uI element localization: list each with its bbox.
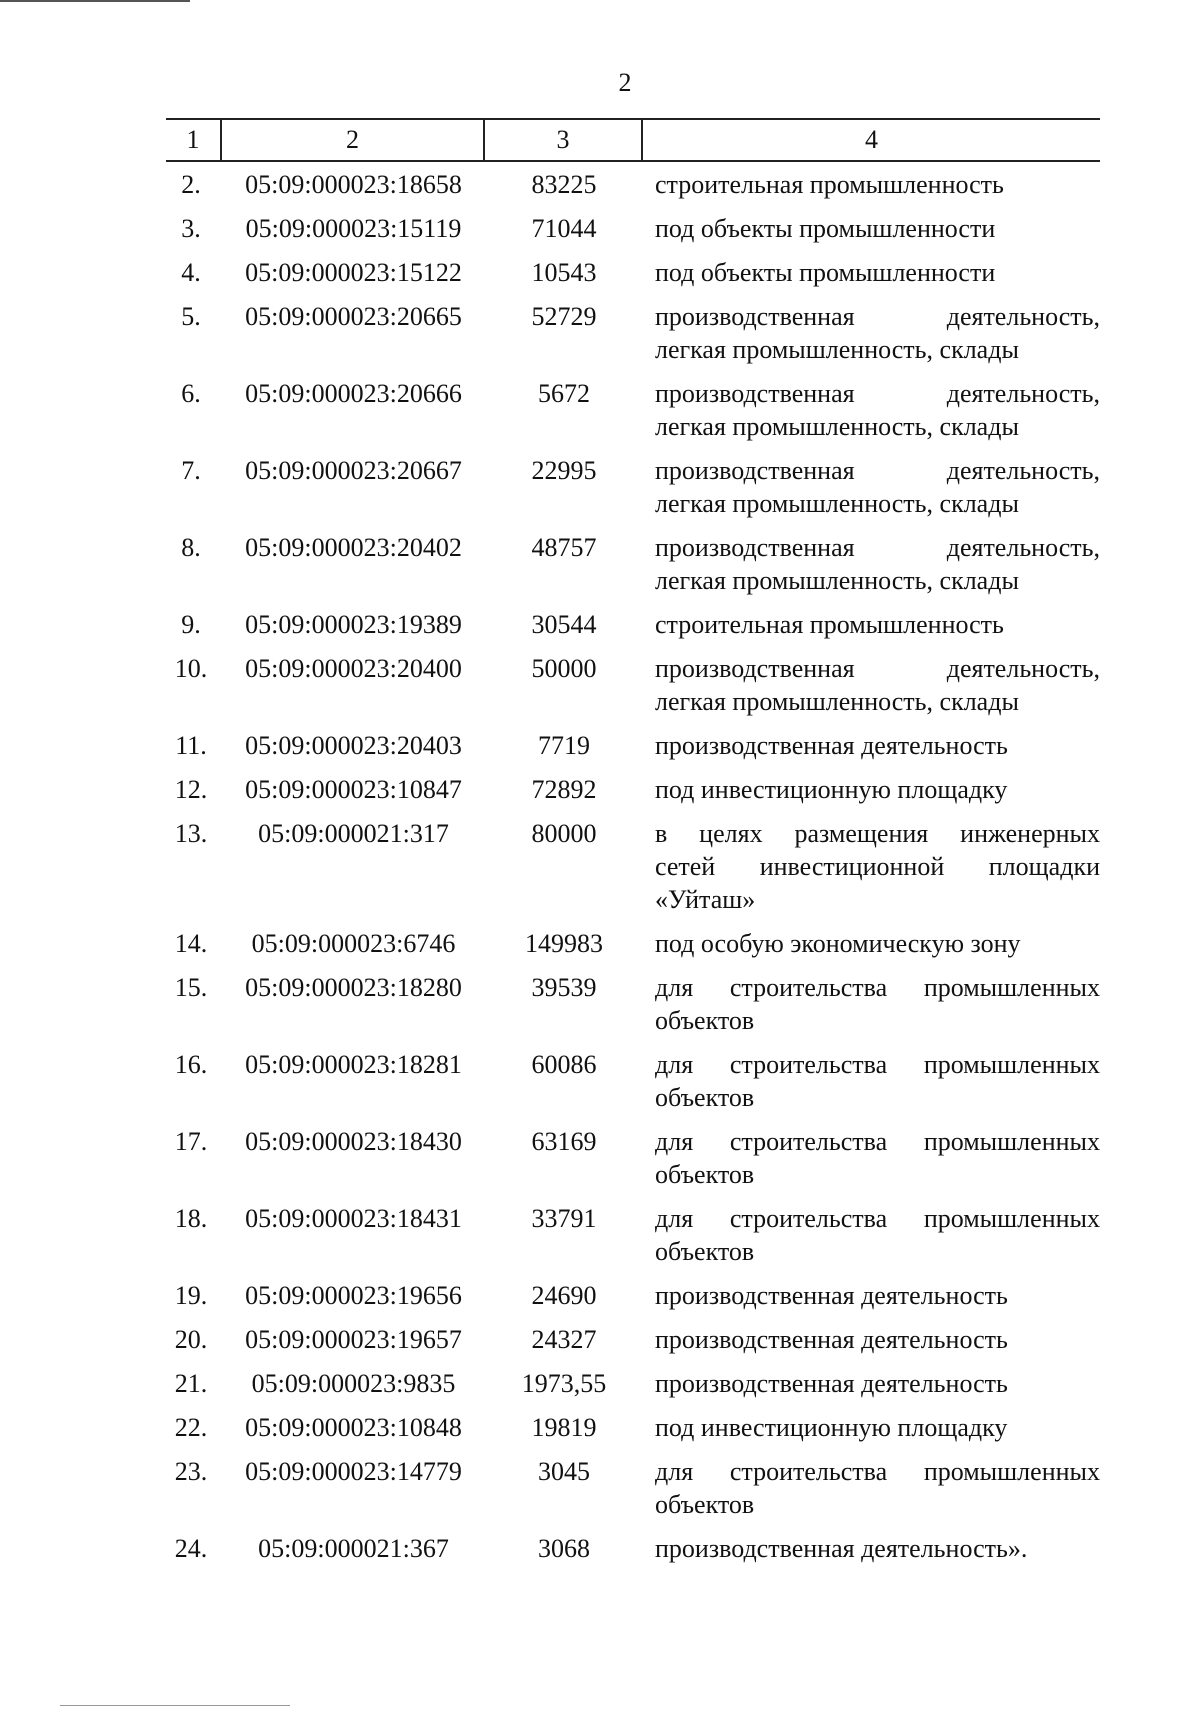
land-use (643, 1279, 1100, 1312)
area-value: 5672 (538, 379, 590, 408)
row-number: 3. (181, 214, 201, 243)
land-use-line: для строительства промышленных (655, 1050, 1100, 1079)
area-value: 1973,55 (521, 1369, 607, 1398)
area-value: 72892 (531, 775, 597, 804)
cadastral-number: 05:09:000023:18431 (245, 1204, 462, 1233)
row-number: 21. (174, 1369, 208, 1398)
table-row (166, 1411, 1100, 1444)
row-number: 15. (174, 973, 208, 1002)
area-value: 83225 (531, 170, 597, 199)
table-row (166, 927, 1100, 960)
row-number: 6. (181, 379, 201, 408)
area-value: 24327 (531, 1325, 597, 1354)
row-number: 11. (175, 731, 207, 760)
table-row (166, 729, 1100, 762)
row-number: 14. (174, 929, 208, 958)
land-use-line: под инвестиционную площадку (655, 1413, 1008, 1442)
cadastral-number: 05:09:000023:19657 (245, 1325, 462, 1354)
land-use-line: производственная деятельность (655, 1281, 1008, 1310)
row-number: 10. (174, 654, 208, 683)
cadastral-number: 05:09:000023:18430 (245, 1127, 462, 1156)
table-row (166, 1367, 1100, 1400)
row-number: 8. (181, 533, 201, 562)
table-row (166, 1048, 1100, 1114)
table-row (166, 168, 1100, 201)
cadastral-number: 05:09:000023:19389 (245, 610, 462, 639)
area-value: 3068 (538, 1534, 590, 1563)
land-use (643, 1367, 1100, 1400)
land-use (643, 971, 1100, 1037)
scan-edge-line (60, 1705, 290, 1706)
area-value: 22995 (531, 456, 597, 485)
land-use-line: объектов (655, 1083, 755, 1112)
land-use-line: легкая промышленность, склады (655, 335, 1019, 364)
cadastral-number: 05:09:000023:18281 (245, 1050, 462, 1079)
table-row (166, 1455, 1100, 1521)
table-row (166, 1323, 1100, 1356)
cadastral-number: 05:09:000023:20403 (245, 731, 462, 760)
row-number: 19. (174, 1281, 208, 1310)
cadastral-number: 05:09:000023:9835 (251, 1369, 456, 1398)
table-row (166, 817, 1100, 916)
row-number: 12. (174, 775, 208, 804)
land-use-line: производственная деятельность, (655, 533, 1100, 562)
table-row (166, 608, 1100, 641)
land-use (643, 300, 1100, 366)
cadastral-number: 05:09:000023:14779 (245, 1457, 462, 1486)
land-use (643, 454, 1100, 520)
land-use-line: легкая промышленность, склады (655, 687, 1019, 716)
cadastral-number: 05:09:000023:6746 (251, 929, 456, 958)
row-number: 16. (174, 1050, 208, 1079)
header-col-2: 2 (222, 120, 485, 160)
land-use-line: в целях размещения инженерных (655, 819, 1100, 848)
land-use (643, 1323, 1100, 1356)
area-value: 52729 (531, 302, 597, 331)
land-use (643, 652, 1100, 718)
area-value: 7719 (538, 731, 590, 760)
land-use-line: легкая промышленность, склады (655, 412, 1019, 441)
land-use-line: сетей инвестиционной площадки (655, 852, 1100, 881)
land-use-line: производственная деятельность, (655, 302, 1100, 331)
land-use-line: производственная деятельность (655, 1369, 1008, 1398)
land-use (643, 256, 1100, 289)
land-use-line: производственная деятельность, (655, 654, 1100, 683)
header-col-3: 3 (485, 120, 643, 160)
land-use (643, 773, 1100, 806)
cadastral-number: 05:09:000023:15119 (245, 214, 462, 243)
land-use-line: строительная промышленность (655, 610, 1004, 639)
cadastral-number: 05:09:000023:18280 (245, 973, 462, 1002)
cadastral-number: 05:09:000023:15122 (245, 258, 462, 287)
area-value: 48757 (531, 533, 597, 562)
row-number: 2. (181, 170, 201, 199)
land-use-line: под инвестиционную площадку (655, 775, 1008, 804)
table-row (166, 212, 1100, 245)
area-value: 19819 (531, 1413, 597, 1442)
land-use-line: под особую экономическую зону (655, 929, 1021, 958)
land-use (643, 927, 1100, 960)
land-use (643, 168, 1100, 201)
row-number: 20. (174, 1325, 208, 1354)
cadastral-number: 05:09:000023:20667 (245, 456, 462, 485)
land-use (643, 729, 1100, 762)
land-use-line: для строительства промышленных (655, 1127, 1100, 1156)
area-value: 10543 (531, 258, 597, 287)
row-number: 23. (174, 1457, 208, 1486)
area-value: 3045 (538, 1457, 590, 1486)
table-row (166, 377, 1100, 443)
table-row (166, 1125, 1100, 1191)
land-use-line: для строительства промышленных (655, 973, 1100, 1002)
table-row (166, 454, 1100, 520)
table-row (166, 1202, 1100, 1268)
table-row (166, 256, 1100, 289)
cadastral-number: 05:09:000023:10848 (245, 1413, 462, 1442)
land-use (643, 817, 1100, 916)
land-use-line: легкая промышленность, склады (655, 566, 1019, 595)
table-row (166, 1279, 1100, 1312)
row-number: 17. (174, 1127, 208, 1156)
cadastral-number: 05:09:000023:18658 (245, 170, 462, 199)
land-use-line: производственная деятельность». (655, 1534, 1028, 1563)
land-use-line: для строительства промышленных (655, 1204, 1100, 1233)
land-use (643, 531, 1100, 597)
area-value: 63169 (531, 1127, 597, 1156)
area-value: 149983 (525, 929, 603, 958)
land-use (643, 377, 1100, 443)
area-value: 80000 (531, 819, 597, 848)
table-row (166, 1532, 1100, 1565)
area-value: 30544 (531, 610, 597, 639)
land-use (643, 1125, 1100, 1191)
cadastral-number: 05:09:000023:20402 (245, 533, 462, 562)
cadastral-number: 05:09:000023:10847 (245, 775, 462, 804)
area-value: 33791 (531, 1204, 597, 1233)
table-row (166, 531, 1100, 597)
land-use-line: «Уйташ» (655, 885, 756, 914)
cadastral-number: 05:09:000023:20666 (245, 379, 462, 408)
area-value: 60086 (531, 1050, 597, 1079)
table-row (166, 971, 1100, 1037)
area-value: 71044 (531, 214, 597, 243)
header-col-4: 4 (865, 125, 878, 154)
cadastral-number: 05:09:000023:20400 (245, 654, 462, 683)
row-number: 13. (174, 819, 208, 848)
land-use-line: объектов (655, 1237, 755, 1266)
area-value: 39539 (531, 973, 597, 1002)
cadastral-number: 05:09:000021:367 (258, 1534, 449, 1563)
land-use (643, 1411, 1100, 1444)
land-use-line: объектов (655, 1006, 755, 1035)
land-use (643, 608, 1100, 641)
land-use (643, 1202, 1100, 1268)
row-number: 18. (174, 1204, 208, 1233)
land-use-line: строительная промышленность (655, 170, 1004, 199)
cadastral-number: 05:09:000023:20665 (245, 302, 462, 331)
land-use (643, 1532, 1100, 1565)
row-number: 9. (181, 610, 201, 639)
row-number: 7. (181, 456, 201, 485)
land-use-line: для строительства промышленных (655, 1457, 1100, 1486)
scan-edge-line (0, 0, 190, 2)
table-row (166, 652, 1100, 718)
table-body (166, 168, 1100, 1576)
land-use (643, 1048, 1100, 1114)
land-use-line: под объекты промышленности (655, 258, 996, 287)
land-use-line: объектов (655, 1160, 755, 1189)
cadastral-number: 05:09:000021:317 (258, 819, 449, 848)
row-number: 24. (174, 1534, 208, 1563)
land-use-line: производственная деятельность (655, 731, 1008, 760)
page-number: 2 (618, 68, 632, 97)
land-use-line: производственная деятельность (655, 1325, 1008, 1354)
land-use-line: производственная деятельность, (655, 379, 1100, 408)
land-use (643, 1455, 1100, 1521)
area-value: 24690 (531, 1281, 597, 1310)
row-number: 5. (181, 302, 201, 331)
cadastral-number: 05:09:000023:19656 (245, 1281, 462, 1310)
land-use-line: объектов (655, 1490, 755, 1519)
land-use-line: легкая промышленность, склады (655, 489, 1019, 518)
table-header (166, 118, 1100, 162)
row-number: 4. (181, 258, 201, 287)
land-use (643, 212, 1100, 245)
table-row (166, 300, 1100, 366)
table-row (166, 773, 1100, 806)
land-use-line: производственная деятельность, (655, 456, 1100, 485)
row-number: 22. (174, 1413, 208, 1442)
header-col-1: 1 (166, 120, 222, 160)
area-value: 50000 (531, 654, 597, 683)
land-use-line: под объекты промышленности (655, 214, 996, 243)
